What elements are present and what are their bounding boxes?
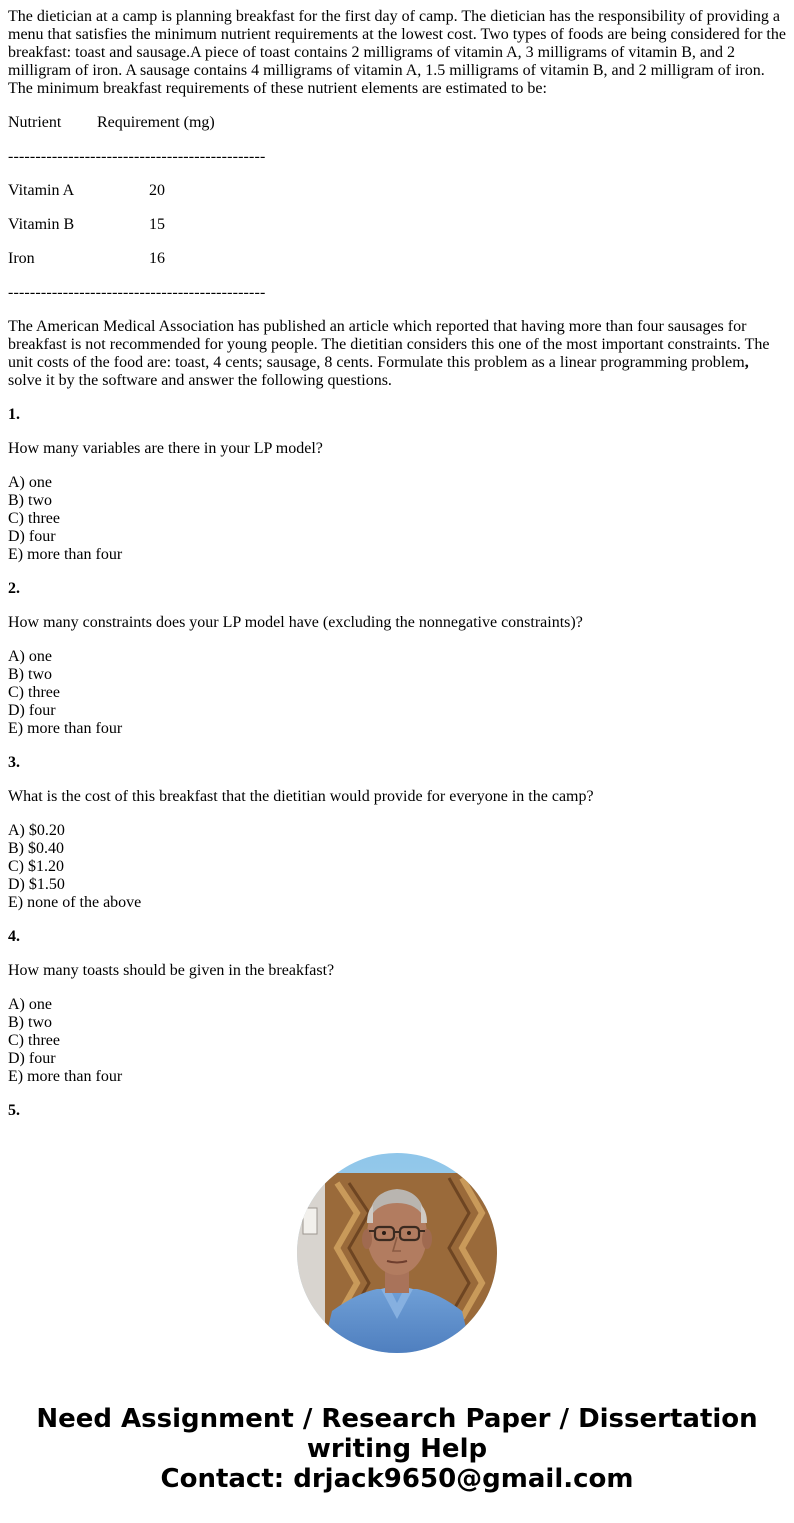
footer-banner — [0, 1404, 794, 1494]
row-value: 15 — [149, 216, 165, 233]
table-row-vitamin-b — [8, 216, 786, 234]
answer-option: B) two — [8, 492, 52, 509]
author-avatar — [297, 1153, 497, 1353]
row-value: 16 — [149, 250, 165, 267]
footer-line-2: writing Help — [306, 1434, 488, 1464]
context-text-2: solve it by the software and answer the following questions. — [8, 372, 392, 389]
intro-paragraph: The dietician at a camp is planning breakfast for the first day of camp. The dietician has the responsibility of providing a menu that satisfies the minimum nutrient requirements at the lowest cost. Two types of foods are being considered for the breakfast: toast and sausage.A piece of toast contains 2 milligrams of vitamin A, 3 milligrams of vitamin B, and 2 milligram of iron. A sausage contains 4 milligrams of vitamin A, 1.5 milligrams of vitamin B, and 2 milligram of iron. The minimum breakfast requirements of these nutrient elements are estimated to be: — [8, 8, 786, 97]
row-nutrient: Iron — [8, 250, 35, 267]
table-row-vitamin-a — [8, 182, 786, 200]
answer-option: E) more than four — [8, 546, 123, 563]
document-body — [8, 8, 786, 1136]
answer-option: D) four — [8, 528, 56, 545]
avatar-photo — [297, 1153, 497, 1353]
row-nutrient: Vitamin B — [8, 216, 75, 233]
question-text: What is the cost of this breakfast that the dietitian would provide for everyone in the camp? — [8, 788, 594, 805]
context-comma: , — [744, 354, 749, 371]
answer-option: B) two — [8, 1014, 52, 1031]
context-text-1: The American Medical Association has published an article which reported that having more than four sausages for breakfast is not recommended for young people. The dietitian considers this one of the most important constraints. The unit costs of the food are: toast, 4 cents; sausage, 8 cents. Formulate this problem as a linear programming problem — [8, 318, 770, 371]
answer-option: A) $0.20 — [8, 822, 65, 839]
answer-options — [8, 996, 786, 1086]
answer-option: E) more than four — [8, 1068, 123, 1085]
answer-options — [8, 474, 786, 564]
question-number: 2. — [8, 580, 20, 597]
answer-option: D) four — [8, 702, 56, 719]
question-text: How many toasts should be given in the breakfast? — [8, 962, 335, 979]
table-rule-bottom: ----------------------------------------------- — [8, 284, 266, 301]
footer-line-1: Need Assignment / Research Paper / Dissertation — [36, 1404, 758, 1434]
question-number: 1. — [8, 406, 20, 423]
answer-option: A) one — [8, 996, 52, 1013]
answer-option: E) none of the above — [8, 894, 142, 911]
header-requirement: Requirement (mg) — [97, 114, 215, 131]
answer-option: C) three — [8, 684, 60, 701]
answer-option: C) three — [8, 510, 60, 527]
footer-contact: Contact: drjack9650@gmail.com — [160, 1464, 634, 1494]
answer-options — [8, 648, 786, 738]
question-text: How many variables are there in your LP model? — [8, 440, 323, 457]
header-nutrient: Nutrient — [8, 114, 62, 131]
answer-option: C) $1.20 — [8, 858, 64, 875]
context-paragraph — [8, 318, 786, 390]
question-text: How many constraints does your LP model have (excluding the nonnegative constraints)? — [8, 614, 583, 631]
answer-option: A) one — [8, 648, 52, 665]
table-rule-top: ----------------------------------------------- — [8, 148, 266, 165]
answer-option: B) $0.40 — [8, 840, 64, 857]
answer-option: D) $1.50 — [8, 876, 65, 893]
question-number: 4. — [8, 928, 20, 945]
row-nutrient: Vitamin A — [8, 182, 75, 199]
row-value: 20 — [149, 182, 165, 199]
answer-options — [8, 822, 786, 912]
answer-option: C) three — [8, 1032, 60, 1049]
question-number: 5. — [8, 1102, 20, 1119]
nutrient-table-header — [8, 114, 786, 132]
answer-option: E) more than four — [8, 720, 123, 737]
answer-option: D) four — [8, 1050, 56, 1067]
question-number: 3. — [8, 754, 20, 771]
table-row-iron — [8, 250, 786, 268]
answer-option: B) two — [8, 666, 52, 683]
answer-option: A) one — [8, 474, 52, 491]
